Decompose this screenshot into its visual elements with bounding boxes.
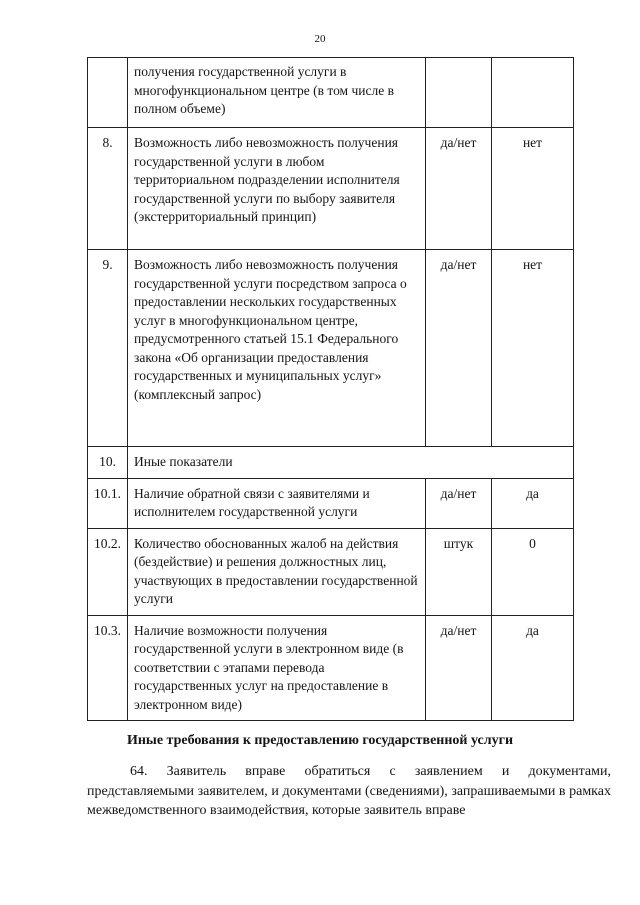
- indicators-table: [87, 57, 574, 721]
- unit-cell: [426, 58, 492, 128]
- unit-cell: да/нет: [426, 128, 492, 250]
- table-row: [88, 447, 574, 479]
- value-cell: нет: [492, 250, 574, 447]
- indicator-name: получения государственной услуги в многофункциональном центре (в том числе в полном объеме): [128, 58, 426, 128]
- section-heading: Иные требования к предоставлению государственной услуги: [126, 733, 514, 748]
- table-row: [88, 478, 574, 528]
- table-row: [88, 615, 574, 721]
- indicator-group-title: Иные показатели: [128, 447, 574, 479]
- table-row: [88, 250, 574, 447]
- indicator-name: Возможность либо невозможность получения государственной услуги в любом территориальном подразделении исполнителя государственной услуги по выбору заявителя (экстерриториальный принцип): [128, 128, 426, 250]
- value-cell: нет: [492, 128, 574, 250]
- value-cell: да: [492, 478, 574, 528]
- row-number: 10.1.: [88, 478, 128, 528]
- row-number: 10.2.: [88, 528, 128, 615]
- indicator-name: Количество обоснованных жалоб на действия (бездействие) и решения должностных лиц, участвующих в предоставлении государственной услуги: [128, 528, 426, 615]
- indicator-name: Наличие обратной связи с заявителями и исполнителем государственной услуги: [128, 478, 426, 528]
- table-row: [88, 528, 574, 615]
- page-number: 20: [314, 33, 326, 45]
- value-cell: 0: [492, 528, 574, 615]
- value-cell: [492, 58, 574, 128]
- unit-cell: да/нет: [426, 615, 492, 721]
- unit-cell: да/нет: [426, 250, 492, 447]
- indicator-name: Наличие возможности получения государственной услуги в электронном виде (в соответствии с этапами перевода государственных услуг на предоставление в электронном виде): [128, 615, 426, 721]
- indicator-name: Возможность либо невозможность получения государственной услуги посредством запроса о предоставлении нескольких государственных услуг в многофункциональном центре, предусмотренного статьей 15.1 Федерального закона «Об организации предоставления государственных и муниципальных услуг» (комплексный запрос): [128, 250, 426, 447]
- table-row: [88, 128, 574, 250]
- unit-cell: штук: [426, 528, 492, 615]
- unit-cell: да/нет: [426, 478, 492, 528]
- value-cell: да: [492, 615, 574, 721]
- row-number: 8.: [88, 128, 128, 250]
- row-number: 9.: [88, 250, 128, 447]
- table-row: [88, 58, 574, 128]
- row-number: 10.: [88, 447, 128, 479]
- row-number: 10.3.: [88, 615, 128, 721]
- paragraph-64: 64. Заявитель вправе обратиться с заявлением и документами, представляемыми заявителем, и документами (сведениями), запрашиваемыми в рамках межведомственного взаимодействия, которые заявитель вправе: [87, 764, 611, 818]
- row-number: [88, 58, 128, 128]
